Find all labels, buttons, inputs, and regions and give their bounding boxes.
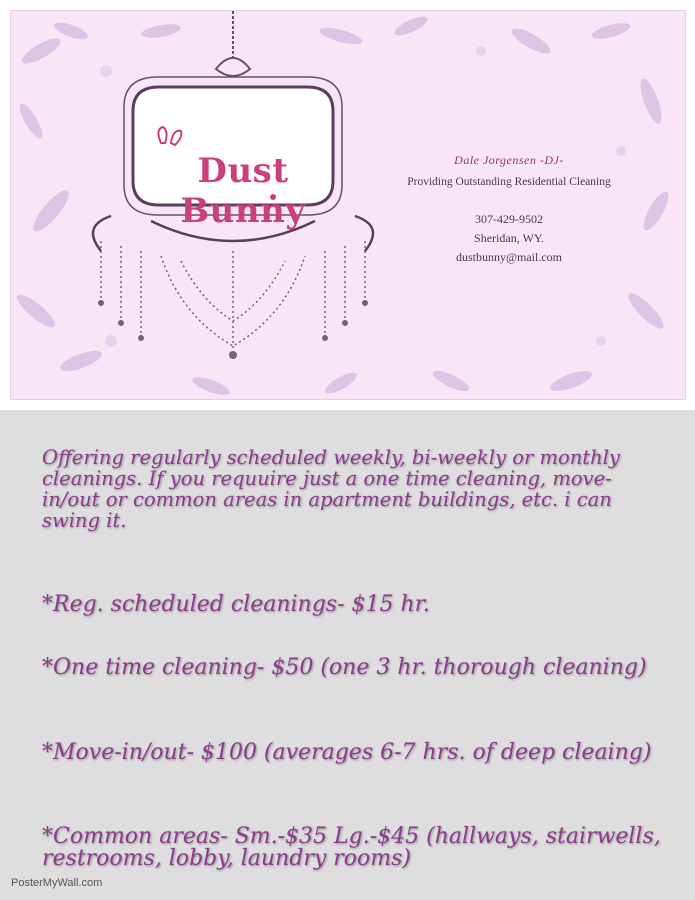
business-card	[10, 10, 686, 400]
watermark: PosterMyWall.com	[11, 877, 103, 889]
contact-block	[393, 153, 625, 267]
intro-paragraph: Offering regularly scheduled weekly, bi-weekly or monthly cleanings. If you requuire just a one time cleaning, move-in/out or common areas in apartment buildings, etc. i can swing it.	[42, 446, 620, 532]
owner-name: Dale Jorgensen -DJ-	[454, 153, 564, 167]
tagline: Providing Outstanding Residential Cleaning	[407, 176, 611, 188]
price-regular: *Reg. scheduled cleanings- $15 hr.	[42, 592, 430, 617]
business-card-image	[0, 0, 695, 410]
price-move-in-out: *Move-in/out- $100 (averages 6-7 hrs. of deep cleaing)	[42, 740, 652, 765]
brand-logo-text: Dust Bunny	[180, 151, 306, 231]
price-one-time: *One time cleaning- $50 (one 3 hr. thorough cleaning)	[42, 655, 647, 680]
phone-number: 307-429-9502	[475, 212, 543, 226]
email-address: dustbunny@mail.com	[455, 250, 563, 264]
price-common-areas: *Common areas- Sm.-$35 Lg.-$45 (hallways, stairwells, restrooms, lobby, laundry rooms)	[42, 824, 661, 871]
location: Sheridan, WY.	[474, 231, 544, 245]
